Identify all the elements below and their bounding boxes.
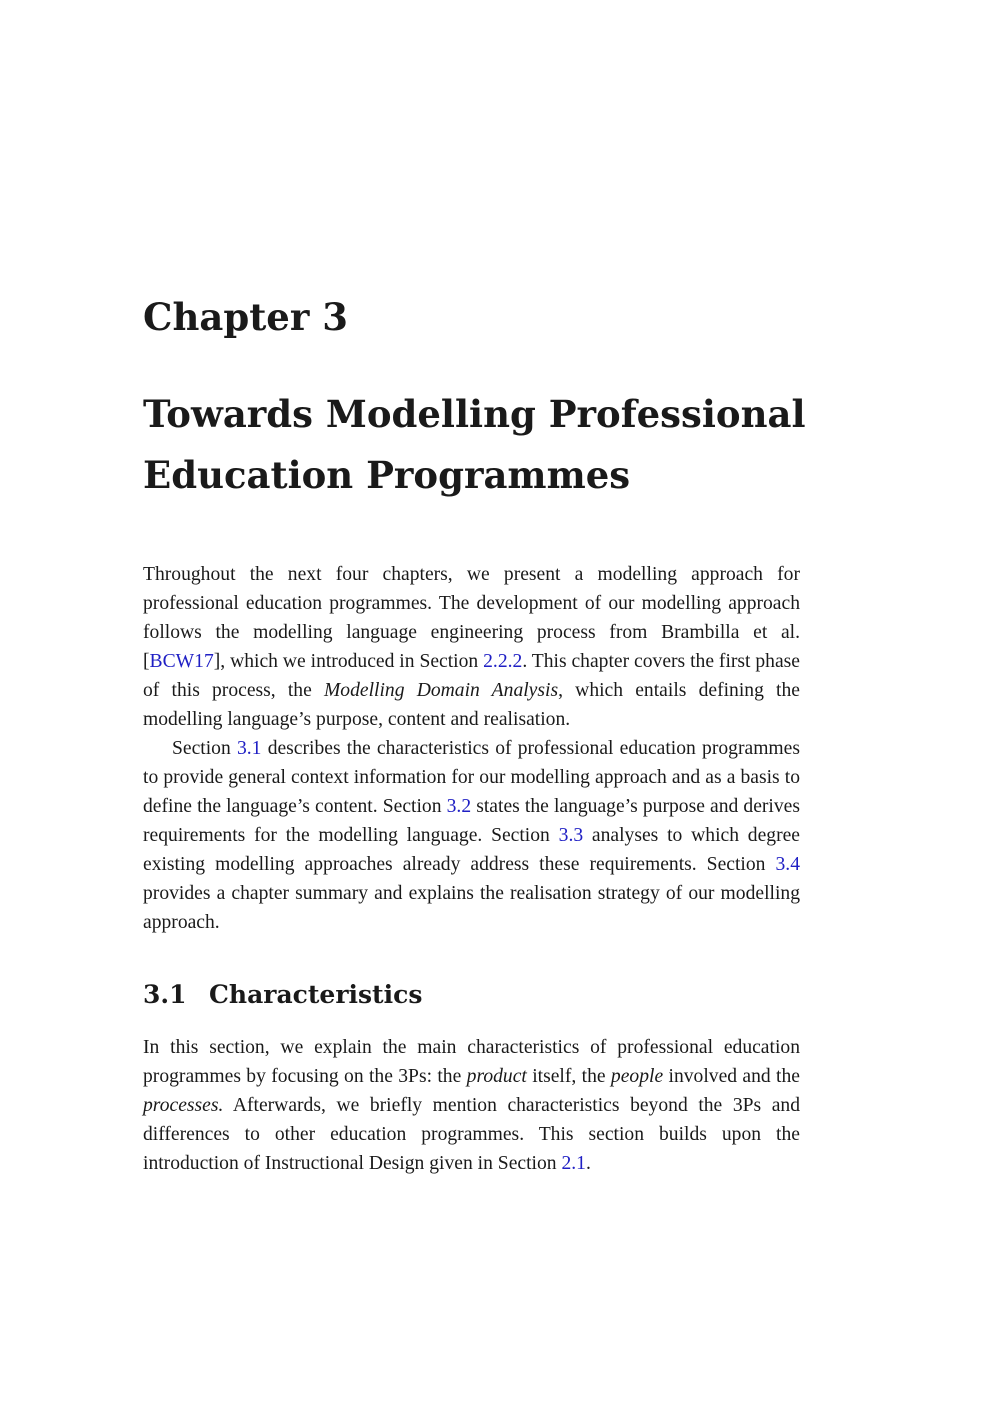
section-link-3-2[interactable]: 3.2 (446, 796, 472, 817)
chapter-title-line-1: Towards Modelling Professional (143, 392, 806, 436)
text-run: Throughout the next four chapters, we present a modelling approach for professional education programmes. The development of our modelling approach follows the modelling language engineering process from Brambilla et al. [ (143, 564, 800, 672)
text-run: provides a chapter summary and explains the realisation strategy of our modelling approach. (143, 883, 800, 933)
section-link-3-3[interactable]: 3.3 (558, 825, 584, 846)
emphasis-text: Modelling Domain Analysis (323, 680, 559, 701)
text-run: itself, the (526, 1066, 611, 1087)
text-run: states the language’s purpose and derives requirements for the modelling language. Section (143, 796, 800, 846)
chapter-title-line-2: Education Programmes (143, 453, 631, 497)
section-title: Characteristics (209, 980, 423, 1009)
section-link-3-4[interactable]: 3.4 (775, 854, 800, 875)
text-run: In this section, we explain the main characteristics of professional education programmes by focusing on the 3Ps: the (143, 1037, 800, 1087)
section-paragraph-1 (143, 1033, 800, 1178)
text-run: . (585, 1153, 591, 1174)
intro-paragraph-1 (143, 560, 800, 734)
section-heading (143, 977, 422, 1013)
text-run: Section (172, 738, 237, 759)
chapter-title (143, 384, 806, 506)
intro-text (143, 560, 800, 937)
section-link-2-1[interactable]: 2.1 (561, 1153, 586, 1174)
emphasis-text: people (610, 1066, 664, 1087)
citation-link-bcw17[interactable]: BCW17 (149, 651, 214, 672)
chapter-label: Chapter 3 (143, 295, 348, 339)
intro-paragraph-2 (143, 734, 800, 937)
section-text (143, 1033, 800, 1178)
text-run: Afterwards, we briefly mention characteristics beyond the 3Ps and differences to other education programmes. This section builds upon the introduction of Instructional Design given in Section (143, 1095, 800, 1174)
section-number: 3.1 (143, 980, 187, 1009)
text-run: describes the characteristics of professional education programmes to provide general context information for our modelling approach and as a basis to define the language’s content. Section (143, 738, 800, 817)
emphasis-text: product (466, 1066, 527, 1087)
section-link-2-2-2[interactable]: 2.2.2 (483, 651, 523, 672)
text-run: ], which we introduced in Section (213, 651, 484, 672)
text-run: . This chapter covers the first phase of this process, the (143, 651, 800, 701)
section-link-3-1[interactable]: 3.1 (236, 738, 262, 759)
emphasis-text: processes. (143, 1095, 224, 1116)
text-run: analyses to which degree existing modelling approaches already address these requirements. Section (143, 825, 800, 875)
text-run: , which entails defining the modelling language’s purpose, content and realisation. (143, 680, 800, 730)
text-run: involved and the (663, 1066, 800, 1087)
